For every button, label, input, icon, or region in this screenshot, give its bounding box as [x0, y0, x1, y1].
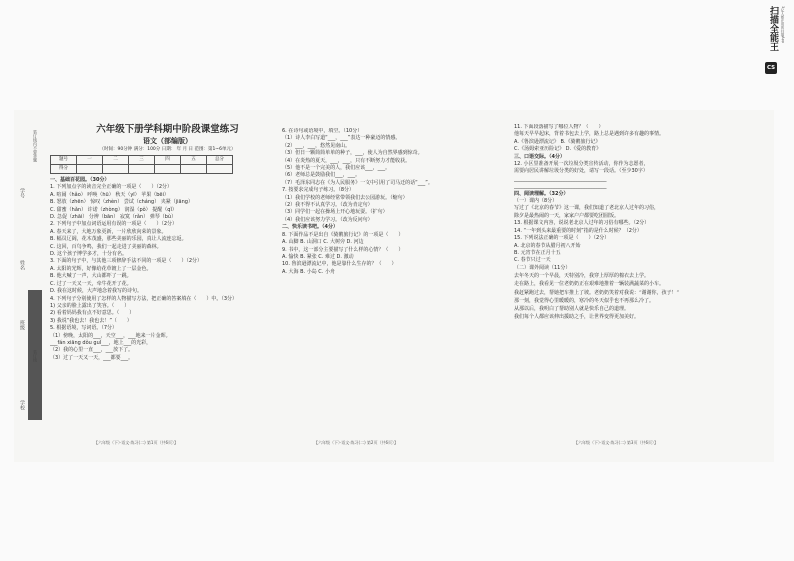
- question-line: （5）他不是一个完美的人，我们应该___，___。: [282, 165, 391, 172]
- question-list: [50, 177, 285, 362]
- score-row-label: 得分: [51, 165, 77, 174]
- question-line: ___fán xiāng dǒu guǐ___，地上___的光彩，: [50, 339, 152, 346]
- question-line: A. 喧闹（hǎo） 呼唤（hū） 秋天（yī） 苹果（bēi）: [50, 191, 169, 198]
- score-header-cell: 四: [155, 156, 181, 165]
- logo-name: 扫描全能王: [768, 6, 778, 51]
- question-line: D. 这个孩子博学多才，十分有名。: [50, 251, 128, 258]
- question-line: （二）课外阅读（11分）: [514, 264, 571, 271]
- binding-line-label: 装订线: [33, 350, 38, 362]
- question-line: （7）毛泽东同志在《为人民服务》一文中引用了司马迁的话“___”。: [282, 179, 433, 186]
- question-line: （1）傍晚，太阳的___，天空___，___地来一片金晖。: [50, 332, 171, 339]
- section-heading: 三、口语交际。（4分）: [514, 153, 565, 160]
- question-line: 2) 看着妈妈我有点不好意思。（ ）: [50, 310, 135, 317]
- score-header-cell: 三: [129, 156, 155, 165]
- question-line: （4）我们应该努力学习。（改为反问句）: [282, 216, 373, 223]
- question-line: 除夕是最热闹的一天，家家户户都要吃团圆饭。: [514, 212, 620, 219]
- binding-label: 班级: [19, 320, 25, 330]
- question-line: D. 急促（zhāi） 分辨（bān） 寂寞（rǎn） 弹琴（bù）: [50, 214, 177, 221]
- question-line: A. 大海 B. 小岛 C. 小舟: [282, 268, 335, 275]
- question-line: （2）我的心里一直___，___放下了。: [50, 347, 134, 354]
- question-line: 他每天早早起床，背着书包去上学，路上总是遇到许多有趣的事情。: [514, 131, 665, 138]
- question-line: C. 春节只过一天: [514, 257, 551, 264]
- question-line: （6）老师总是鼓励我们___，___。: [282, 172, 361, 179]
- question-line: 8. 下面作品不是出自《骑鹅旅行记》的一项是（ ）: [282, 231, 404, 238]
- exam-title: 六年级下册学科期中阶段课堂练习: [96, 124, 239, 135]
- question-line: C. 这回，百鸟争鸣，我们一起走进了美丽的森林。: [50, 243, 162, 250]
- question-line: 15. 下列说法正确的一项是（ ）（2分）: [514, 235, 610, 242]
- page-column-2: [282, 128, 504, 276]
- page-footer: 【六年级（下）·语文·练习(二) 第2页（共6页）】: [314, 440, 399, 445]
- question-line: 2. 下列句子中加点词语运用有误的一项是（ ）（2分）: [50, 221, 178, 228]
- question-line: C.《汤姆索亚历险记》 D.《爱的教育》: [514, 146, 602, 153]
- question-line: A. 山脚 B. 山洞口 C. 大树旁 D. 河边: [282, 239, 364, 246]
- question-line: （1）诗人李白写道“___，___”表达一种豪迈的情感。: [282, 135, 401, 142]
- score-cell[interactable]: [155, 165, 181, 174]
- score-cell[interactable]: [77, 165, 103, 174]
- page-footer: 【六年级（下）·语文·练习(二) 第3页（共6页）】: [574, 440, 659, 445]
- question-line: 1) 父亲的脸上露出了笑容。（ ）: [50, 302, 130, 309]
- question-line: A. 太阳的光辉，好像给花草镀上了一层金色。: [50, 265, 152, 272]
- binding-note: 装订线内不要答题: [33, 130, 38, 162]
- question-line: 从那以后，我明白了帮助别人就是快乐自己的道理。: [514, 305, 630, 312]
- question-line: 3) 我说“我也去！我也去！”（ ）: [50, 317, 132, 324]
- question-line: A.《鲁滨逊漂流记》 B.《骑鹅旅行记》: [514, 138, 601, 145]
- reading-passage: [514, 272, 752, 321]
- score-cell[interactable]: [207, 165, 233, 174]
- question-line: （4）在炎热的夏天，___，___，只有不断努力才能收获。: [282, 157, 411, 164]
- question-line: 我们每个人都应该伸出援助之手，让世界变得更加美好。: [514, 314, 640, 321]
- question-line: B. 怒放（zhēn） 惊叹（zhèn） 尝试（cháng） 夹紧（jiāng）: [50, 199, 193, 206]
- section-heading: 一、基础百花园。（30分）: [50, 177, 110, 183]
- question-line: 13. 根据课文内容，说说老北京人过年的习俗有哪些。（2分）: [514, 220, 650, 227]
- question-line: 5. 根据语境，写词语。（7分）: [50, 325, 118, 332]
- page-column-1: [50, 110, 285, 362]
- exam-subtitle: 语文（部编版）: [143, 137, 192, 145]
- question-line: 11. 下面段落描写了哪位人物？（ ）: [514, 124, 604, 130]
- exam-sheet: [14, 110, 774, 462]
- question-line: 9. 书中，这一部分主要描写了什么样的心情？（ ）: [282, 246, 404, 253]
- score-header-cell: 五: [181, 156, 207, 165]
- score-cell[interactable]: [129, 165, 155, 174]
- question-list: [282, 128, 504, 276]
- question-line: （3）过了一天又一天，___都要___。: [50, 354, 134, 361]
- question-line: B. 幅员辽阔，花木茂盛，那些美丽的乐园，真让人流连忘返。: [50, 236, 187, 243]
- question-line: 写过了《北京的春节》这一课，我们知道了老北京人过年的习俗，: [514, 205, 660, 212]
- question-line: 1. 下列加点字的读音完全正确的一项是（ ）（2分）: [50, 184, 173, 191]
- binding-label: 学校: [19, 400, 25, 410]
- question-line: B. 他大喊了一声，大山都吓了一跳。: [50, 273, 132, 280]
- question-line: 4. 下列句子分别使用了怎样的人物描写方法，把正确的答案填在（ ）中。（3分）: [50, 295, 238, 302]
- score-header-cell: 总分: [207, 156, 233, 165]
- scanner-logo: [766, 0, 788, 110]
- question-line: 走在路上，我看见一位老奶奶正在艰难地推着一辆装满蔬菜的小车。: [514, 281, 665, 288]
- score-table: [50, 155, 233, 174]
- question-line: （3）同学们一起在操场上开心地玩耍。（扩句）: [282, 209, 388, 216]
- question-line: _____________________________________: [514, 175, 607, 182]
- question-line: （3）但日一颗简简单单的种子，___，使人为自然界感到惊奇。: [282, 150, 423, 157]
- question-line: A. 愉快 B. 紧张 C. 难过 D. 激动: [282, 253, 354, 260]
- cs-badge-icon: CS: [765, 62, 777, 74]
- score-header-cell: 题号: [51, 156, 77, 165]
- score-header-cell: 二: [103, 156, 129, 165]
- question-line: 那一刻，我觉得心里暖暖的，寒冷的冬天似乎也不再那么冷了。: [514, 297, 655, 304]
- question-list: [514, 124, 752, 272]
- question-line: 我赶紧跑过去，帮她把车推上了坡。老奶奶笑着对我说：“谢谢你，孩子！”: [514, 289, 680, 296]
- score-cell[interactable]: [181, 165, 207, 174]
- section-heading: 二、快乐读书吧。（4分）: [282, 224, 338, 231]
- question-line: B. 元宵节在正月十五: [514, 249, 561, 256]
- question-line: C. 甜蜜（hǎn） 许诺（zhòng） 润湿（pǒ） 提醒（qǐ）: [50, 206, 177, 213]
- binding-label: 学号: [19, 188, 25, 198]
- question-line: 需要向居民讲解垃圾分类的好处，请写一段话。（至少30字）: [514, 168, 648, 175]
- question-line: （一）课内（8分）: [514, 198, 558, 205]
- logo-subtitle: 3亿人都在用的扫描App: [781, 6, 785, 44]
- binding-label: 姓名: [19, 260, 25, 270]
- question-line: 12. 小区里准备开展一次垃圾分类宣传活动，你作为志愿者，: [514, 161, 649, 168]
- question-line: A. 春天来了，大地万象更新，一片欣欣向荣的景象。: [50, 228, 167, 235]
- question-line: A. 北京的春节从腊月初八开始: [514, 242, 581, 249]
- question-line: 14. “一年到头来最重要的时刻”指的是什么时候？（2分）: [514, 227, 642, 234]
- question-line: C. 过了一天又一天，牵牛花开了花。: [50, 280, 132, 287]
- question-line: （2）___，___，悠然见南山。: [282, 142, 351, 149]
- question-line: _____________________________________: [514, 183, 607, 190]
- score-header-cell: 一: [77, 156, 103, 165]
- section-heading: 四、阅读理解。（32分）: [514, 190, 569, 197]
- question-line: （2）我不得不认真学习。（改为肯定句）: [282, 202, 373, 209]
- exam-meta: （时间：90分钟 满分：100分 日期： 年 月 日 范围：第1~6单元）: [99, 147, 236, 152]
- question-line: 3. 下面的句子中，与其他三项修辞手法不同的一项是（ ）（2分）: [50, 258, 203, 265]
- question-line: D. 我在这时候，大声地念着我写的诗句。: [50, 288, 143, 295]
- question-line: 10. 鲁滨逊漂流记中，他是靠什么生存的？（ ）: [282, 261, 397, 268]
- question-line: （1）我们学校的老师经常带领我们去公园游玩。（缩句）: [282, 194, 408, 201]
- question-line: 7. 按要求完成句子练习。（8分）: [282, 187, 355, 194]
- score-cell[interactable]: [103, 165, 129, 174]
- question-line: 去年冬天的一个早晨，天特别冷，我穿上厚厚的棉衣去上学。: [514, 273, 650, 280]
- question-line: 6. 在诗句或语境中，填空。（10分）: [282, 128, 363, 134]
- page-footer: 【六年级（下）·语文·练习(二) 第1页（共6页）】: [94, 440, 179, 445]
- page-column-3: [514, 124, 752, 321]
